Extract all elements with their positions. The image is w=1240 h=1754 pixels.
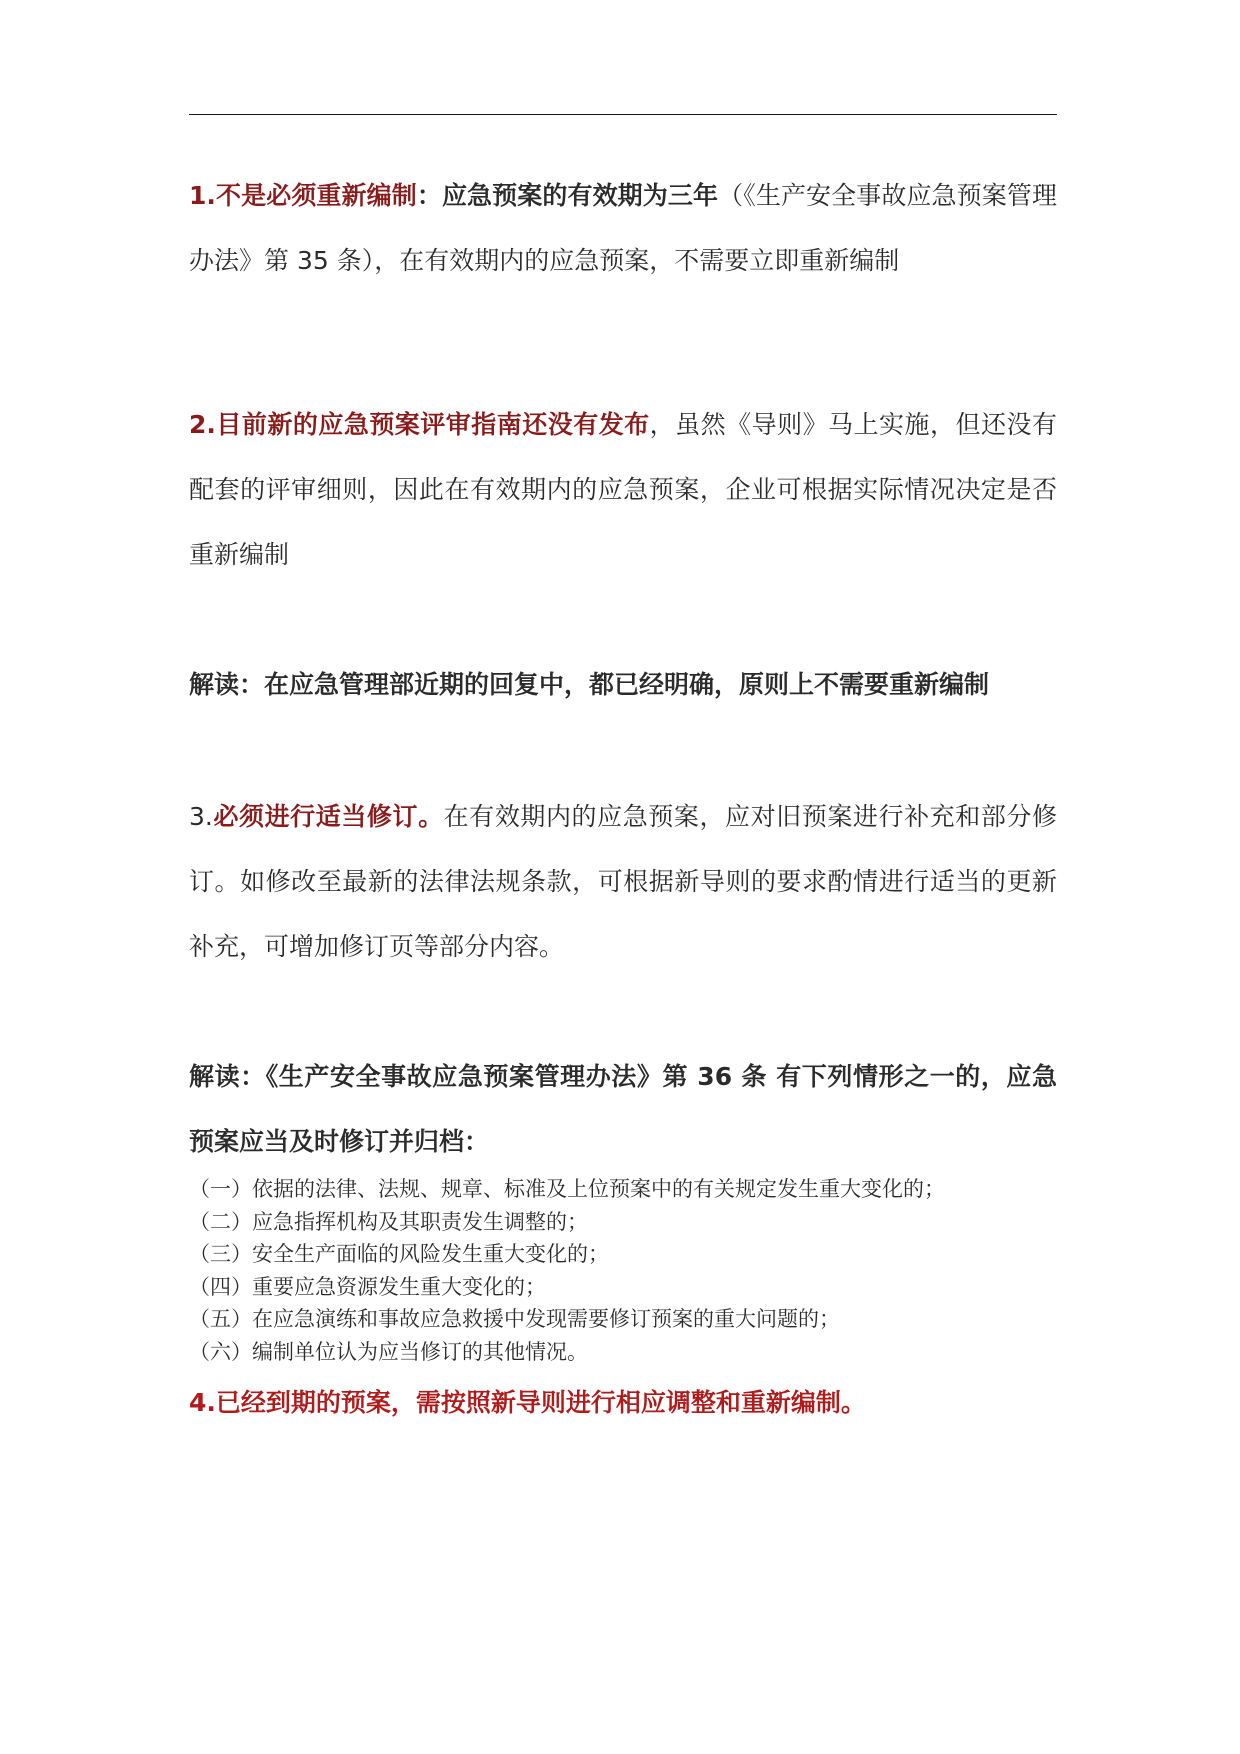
header-rule xyxy=(189,114,1057,115)
point-3-lead: 必须进行适当修订。 xyxy=(212,802,444,831)
point-3-number: 3. xyxy=(189,802,213,831)
point-1-lead: 不是必须重新编制 xyxy=(215,181,417,210)
list-item: （六）编制单位认为应当修订的其他情况。 xyxy=(189,1339,588,1364)
point-3-text: 在有效期内的应急预案，应对旧预案进行补充和部分修订。如修改至最新的法律法规条款，可根据新导则的要求酌情进行适当的更新补充，可增加修订页等部分内容。 xyxy=(189,802,1057,961)
list-item: （二）应急指挥机构及其职责发生调整的； xyxy=(189,1209,588,1234)
list-item: （一）依据的法律、法规、规章、标准及上位预案中的有关规定发生重大变化的； xyxy=(189,1177,945,1201)
point-2 xyxy=(189,392,1057,587)
list-item: （三）安全生产面临的风险发生重大变化的； xyxy=(189,1242,609,1267)
point-1-bold: 应急预案的有效期为三年 xyxy=(441,181,719,210)
list-item: （四）重要应急资源发生重大变化的； xyxy=(189,1274,546,1299)
reading-1: 解读：在应急管理部近期的回复中，都已经明确，原则上不需要重新编制 xyxy=(189,670,990,699)
revision-conditions-list xyxy=(189,1173,1057,1369)
point-2-text: ，虽然《导则》马上实施，但还没有配套的评审细则，因此在有效期内的应急预案，企业可根据实际情况决定是否重新编制 xyxy=(189,410,1057,569)
point-3 xyxy=(189,784,1057,979)
reading-2: 解读：《生产安全事故应急预案管理办法》第 36 条 有下列情形之一的，应急预案应当及时修订并归档： xyxy=(189,1062,1057,1156)
point-1 xyxy=(189,163,1057,293)
point-4: 4.已经到期的预案，需按照新导则进行相应调整和重新编制。 xyxy=(189,1388,866,1417)
point-1-number: 1. xyxy=(189,181,216,210)
point-1-colon: ： xyxy=(416,181,442,210)
point-1-text: （《生产安全事故应急预案管理办法》第 35 条），在有效期内的应急预案，不需要立即重新编制 xyxy=(189,181,1057,275)
point-2-lead: 目前新的应急预案评审指南还没有发布 xyxy=(215,410,650,439)
point-2-number: 2. xyxy=(189,410,216,439)
list-item: （五）在应急演练和事故应急救援中发现需要修订预案的重大问题的； xyxy=(189,1307,840,1332)
